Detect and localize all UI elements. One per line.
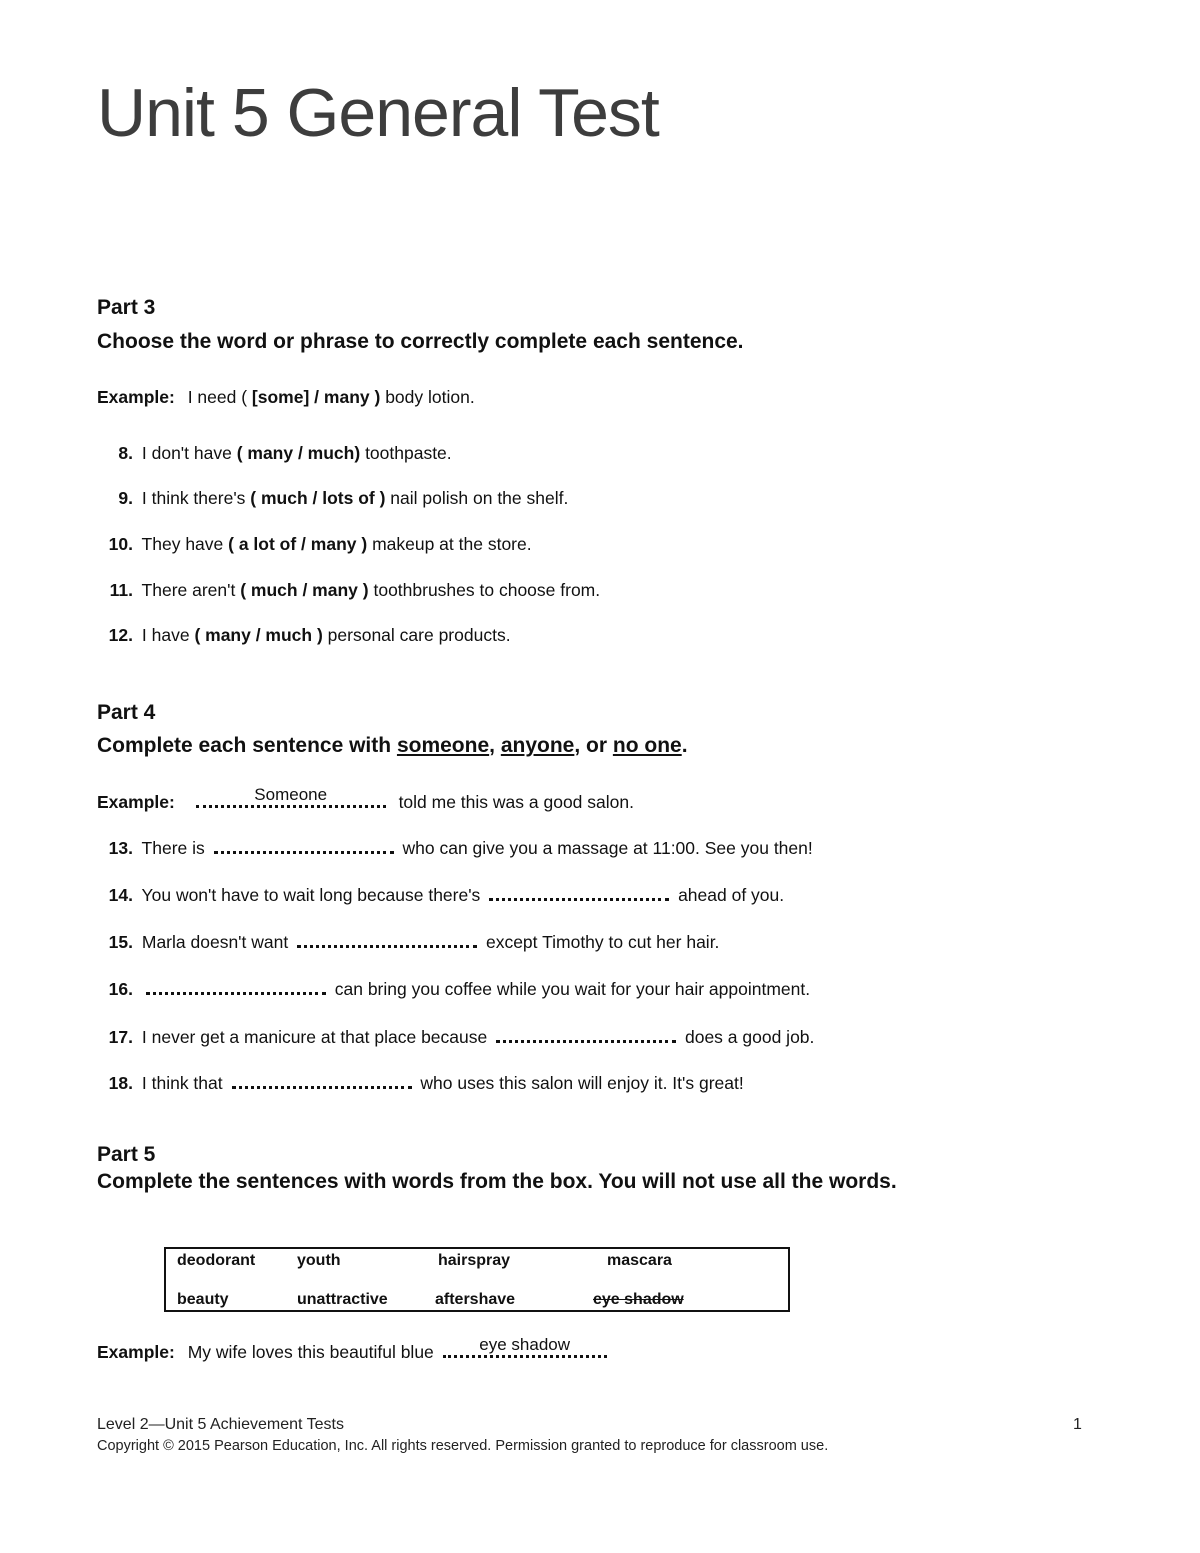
question-text-post: does a good job.	[684, 1027, 815, 1047]
answer-options[interactable]: ( many / much )	[194, 625, 323, 645]
example-blank	[196, 785, 386, 808]
question-number: 17.	[108, 1027, 133, 1047]
question-number: 16.	[108, 979, 133, 999]
answer-blank[interactable]	[214, 837, 394, 854]
question-number: 18.	[108, 1073, 133, 1093]
example-blank	[443, 1335, 607, 1358]
answer-blank[interactable]	[489, 884, 669, 901]
question-15	[97, 931, 719, 953]
question-16	[97, 978, 810, 1000]
question-number: 11.	[109, 580, 133, 600]
question-text-post: makeup at the store.	[372, 534, 532, 554]
question-text-pre: There is	[141, 838, 205, 858]
question-number: 8.	[118, 443, 133, 463]
question-text-post: toothbrushes to choose from.	[373, 580, 601, 600]
question-text-post: nail polish on the shelf.	[390, 488, 569, 508]
question-9	[97, 488, 568, 509]
word-box-item: mascara	[607, 1252, 672, 1269]
part3-example	[97, 387, 475, 408]
word-box-item: youth	[297, 1252, 341, 1269]
answer-options[interactable]: ( a lot of / many )	[228, 534, 368, 554]
example-answer: [some]	[251, 387, 310, 407]
question-18	[97, 1072, 744, 1094]
period: .	[681, 734, 688, 757]
answer-options[interactable]: ( much / many )	[240, 580, 369, 600]
question-number: 13.	[108, 838, 133, 858]
word-box	[164, 1247, 790, 1312]
example-label: Example:	[97, 387, 175, 407]
example-sep: /	[314, 387, 320, 407]
example-label: Example:	[97, 1342, 175, 1362]
part5-example	[97, 1335, 615, 1363]
question-text-pre: I never get a manicure at that place because	[141, 1027, 488, 1047]
question-text-post: toothpaste.	[365, 443, 452, 463]
question-8	[97, 443, 452, 464]
question-13	[97, 837, 813, 859]
question-text-post: can bring you coffee while you wait for your hair appointment.	[334, 979, 811, 999]
question-text-pre: I think there's	[141, 488, 246, 508]
comma: ,	[489, 734, 495, 757]
question-17	[97, 1026, 814, 1048]
question-text-pre: They have	[141, 534, 224, 554]
example-other: many )	[323, 387, 381, 407]
question-10	[97, 534, 532, 555]
question-text-post: ahead of you.	[678, 885, 785, 905]
answer-options[interactable]: ( much / lots of )	[250, 488, 386, 508]
question-text-post: except Timothy to cut her hair.	[485, 932, 720, 952]
question-text-pre: You won't have to wait long because there's	[141, 885, 481, 905]
word-anyone: anyone	[500, 734, 575, 757]
question-text-post: who can give you a massage at 11:00. See you then!	[402, 838, 813, 858]
example-answer: Someone	[254, 785, 328, 804]
question-text-pre: There aren't	[141, 580, 236, 600]
question-text-pre: Marla doesn't want	[141, 932, 289, 952]
example-pre: My wife loves this beautiful blue	[187, 1342, 434, 1362]
copyright-notice: Copyright © 2015 Pearson Education, Inc. All rights reserved. Permission granted to reproduce for classroom use.	[97, 1438, 829, 1454]
part5-instruction: Complete the sentences with words from the box. You will not use all the words.	[97, 1170, 897, 1193]
question-number: 15.	[108, 932, 133, 952]
example-label: Example:	[97, 792, 175, 812]
example-post: body lotion.	[385, 387, 475, 407]
question-text-pre: I have	[141, 625, 190, 645]
question-text-pre: I don't have	[141, 443, 232, 463]
answer-blank[interactable]	[496, 1026, 676, 1043]
question-12	[97, 625, 511, 646]
page-title: Unit 5 General Test	[97, 75, 659, 151]
footer-title: Level 2—Unit 5 Achievement Tests	[97, 1416, 344, 1433]
question-text-post: personal care products.	[327, 625, 511, 645]
word-box-item: deodorant	[177, 1252, 256, 1269]
part3-instruction: Choose the word or phrase to correctly complete each sentence.	[97, 330, 744, 353]
part4-label: Part 4	[97, 701, 156, 724]
instruction-text: Complete each sentence with	[97, 734, 392, 757]
word-box-item-used: eye shadow	[593, 1291, 684, 1308]
example-pre: I need (	[187, 387, 248, 407]
word-box-item: unattractive	[297, 1291, 388, 1308]
question-text-post: who uses this salon will enjoy it. It's great!	[420, 1073, 744, 1093]
answer-blank[interactable]	[297, 931, 477, 948]
part3-label: Part 3	[97, 296, 156, 319]
word-box-item: aftershave	[435, 1291, 516, 1308]
or-text: , or	[574, 734, 608, 757]
word-box-item: beauty	[177, 1291, 229, 1308]
question-14	[97, 884, 784, 906]
word-no-one: no one	[612, 734, 682, 757]
example-post: told me this was a good salon.	[398, 792, 634, 812]
question-text-pre: I think that	[141, 1073, 223, 1093]
word-someone: someone	[396, 734, 490, 757]
page-number: 1	[1073, 1416, 1082, 1433]
question-number: 14.	[108, 885, 133, 905]
part4-instruction	[97, 734, 688, 758]
question-11	[97, 580, 600, 601]
question-number: 9.	[118, 488, 133, 508]
part4-example	[97, 785, 634, 813]
word-box-item: hairspray	[438, 1252, 511, 1269]
example-answer: eye shadow	[479, 1335, 571, 1354]
answer-blank[interactable]	[146, 978, 326, 995]
answer-blank[interactable]	[232, 1072, 412, 1089]
answer-options[interactable]: ( many / much)	[236, 443, 361, 463]
question-number: 10.	[108, 534, 133, 554]
part5-label: Part 5	[97, 1143, 156, 1166]
question-number: 12.	[108, 625, 133, 645]
